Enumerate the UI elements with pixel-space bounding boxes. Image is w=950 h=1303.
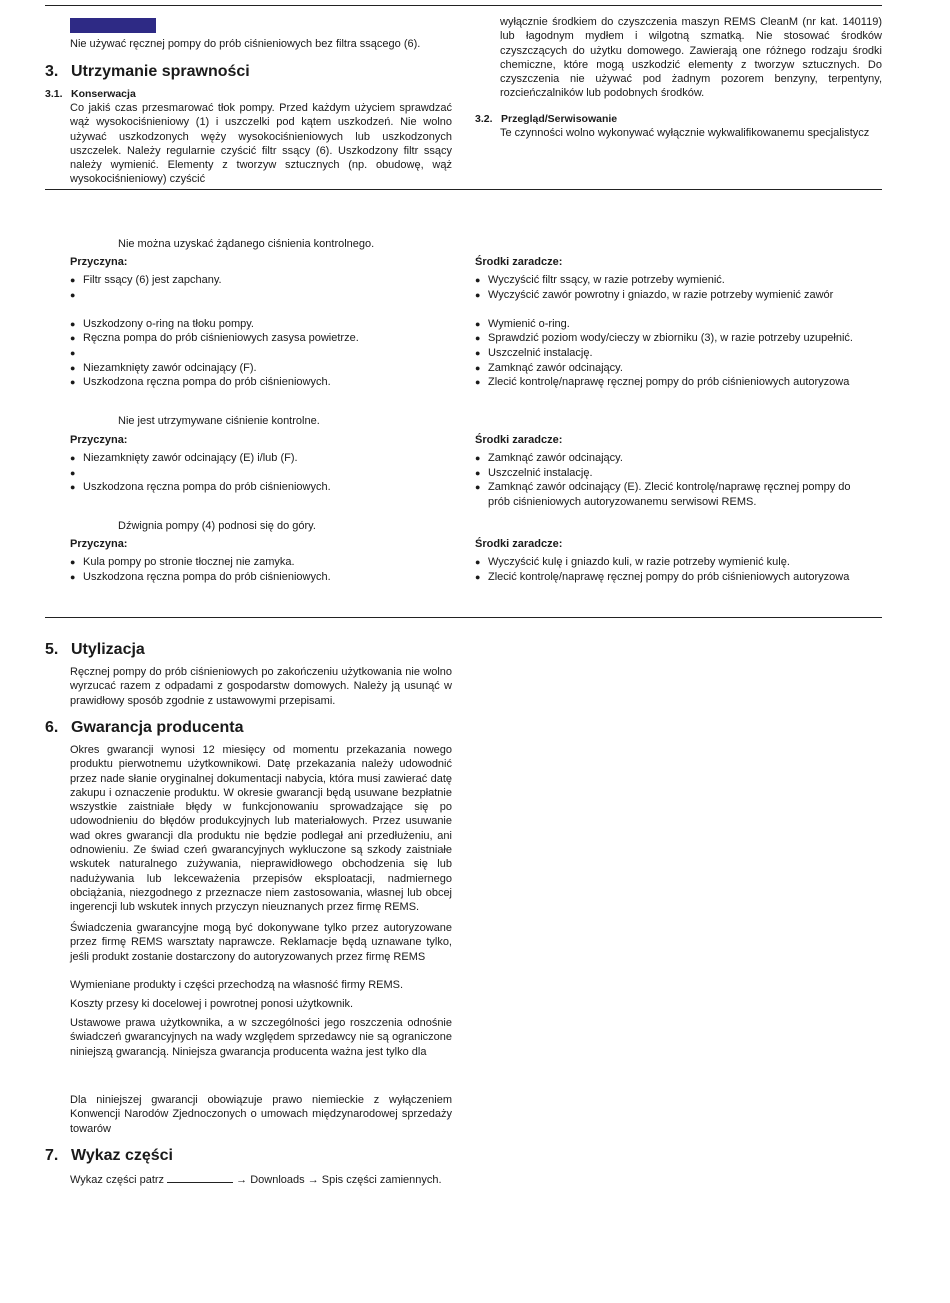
cause-list-1 [70, 273, 455, 390]
section-number: 5. [45, 641, 59, 658]
section3-heading [45, 62, 250, 82]
list-item: ● Wyczyścić filtr ssący, w razie potrzeby wymienić. [475, 273, 875, 288]
list-item: ● Zlecić kontrolę/naprawę ręcznej pompy do prób ciśnieniowych autoryzowa [475, 570, 875, 585]
list-item: ● Wyczyścić zawór powrotny i gniazdo, w razie potrzeby wymienić zawór [475, 288, 875, 303]
section-number: 6. [45, 719, 59, 736]
subsection31-heading [45, 88, 136, 101]
section-title: Utylizacja [71, 641, 145, 658]
list-item: ● Zamknąć zawór odcinający. [475, 361, 875, 376]
section-title: Gwarancja producenta [71, 719, 244, 736]
list-item: ● Sprawdzić poziom wody/cieczy w zbiorniku (3), w razie potrzeby uzupełnić. [475, 331, 875, 346]
list-item: ● Zlecić kontrolę/naprawę ręcznej pompy do prób ciśnieniowych autoryzowa [475, 375, 875, 390]
symptom-2: Nie jest utrzymywane ciśnienie kontrolne. [118, 415, 320, 427]
list-item: ● Wyczyścić kulę i gniazdo kuli, w razie potrzeby wymienić kulę. [475, 555, 875, 570]
list-item: ● Uszkodzona ręczna pompa do prób ciśnieniowych. [70, 480, 455, 495]
subsection-title: Konserwacja [71, 88, 136, 100]
list-item [70, 466, 455, 481]
list-item: ● Zamknąć zawór odcinający. [475, 451, 870, 466]
list-item: ● Kula pompy po stronie tłocznej nie zamyka. [70, 555, 455, 570]
warranty-paragraph-2: Świadczenia gwarancyjne mogą być dokonywane tylko przez autoryzowane przez firmę REMS warsztaty naprawcze. Reklamacje będą uznawane tylko, jeśli produkt zostanie dostarczony do autoryzowanych przez firmę REMS [70, 922, 452, 963]
parts-text-end: → Downloads → Spis części zamiennych. [236, 1174, 442, 1186]
warranty-paragraph-4: Koszty przesy ki docelowej i powrotnej ponosi użytkownik. [70, 998, 354, 1010]
top-rule [45, 5, 882, 6]
section-title: Utrzymanie sprawności [71, 63, 250, 80]
remedy-list-2 [475, 451, 870, 509]
cause-label-1: Przyczyna: [70, 256, 128, 268]
list-item: ● Filtr ssący (6) jest zapchany. [70, 273, 455, 288]
list-item [70, 346, 455, 361]
cause-label-2: Przyczyna: [70, 434, 128, 446]
symptom-3: Dźwignia pompy (4) podnosi się do góry. [118, 520, 316, 532]
subsection-title: Przegląd/Serwisowanie [501, 113, 618, 125]
remedy-label-2: Środki zaradcze: [475, 434, 563, 446]
disposal-text: Ręcznej pompy do prób ciśnieniowych po zakończeniu użytkowania nie wolno wyrzucać razem z odpadami z gospodarstw domowych. Należy ją usunąć w prawidłowy sposób zgodnie z ustawowymi przepisami. [70, 666, 452, 707]
parts-text-start: Wykaz części patrz [70, 1174, 165, 1186]
section6-heading [45, 718, 244, 738]
list-item: ● Niezamknięty zawór odcinający (E) i/lub (F). [70, 451, 455, 466]
parts-list-text [70, 1172, 470, 1187]
subsection-number: 3.2. [475, 113, 493, 125]
remedy-label-1: Środki zaradcze: [475, 256, 563, 268]
section7-heading [45, 1146, 173, 1166]
warning-badge [70, 18, 156, 33]
remedy-list-3 [475, 555, 875, 584]
symptom-1: Nie można uzyskać żądanego ciśnienia kontrolnego. [118, 238, 375, 250]
list-item: ● Zamknąć zawór odcinający (E). Zlecić kontrolę/naprawę ręcznej pompy do prób ciśnieniowych autoryzowanemu serwisowi REMS. [475, 480, 870, 509]
list-item: ● Uszkodzony o-ring na tłoku pompy. [70, 317, 455, 332]
link-placeholder[interactable] [167, 1172, 233, 1183]
remedy-label-3: Środki zaradcze: [475, 538, 563, 550]
list-item [70, 288, 455, 303]
service-text: Te czynności wolno wykonywać wyłącznie wykwalifikowanemu specjalistycz [500, 127, 870, 139]
troubleshooting-bottom-rule [45, 617, 882, 618]
warranty-paragraph-5: Ustawowe prawa użytkownika, a w szczególności jego roszczenia odnośnie świadczeń gwarancyjnych na wady względem sprzedawcy nie są ograniczone niniejszą gwarancją. Niniejsza gwarancja producenta ważna jest tylko dla [70, 1017, 452, 1058]
section5-heading [45, 640, 145, 660]
list-item: ● Niezamknięty zawór odcinający (F). [70, 361, 455, 376]
warranty-paragraph-1: Okres gwarancji wynosi 12 miesięcy od momentu przekazania nowego produktu pierwotnemu użytkownikowi. Datę przekazania należy udowodnić przez nade słanie oryginalnej dokumentacji nabycia, która musi zawierać datę zakupu i oznaczenie produktu. W okresie gwarancji będą usuwane bezpłatnie wszystkie zaistniałe błędy w funkcjonowaniu sprowadzające się po udowodnieniu do błędów produkcyjnych lub materiałowych. Przez usuwanie wad okres gwarancji dla produktu nie będzie podlegał ani przedłużeniu, ani odnowieniu. Ze świad czeń gwarancyjnych wykluczone są szkody zaistniałe wskutek naturalnego zużywania, nieprawidłowego obchodzenia się lub nadużywania lub lekceważenia przepisów eksploatacji, nadmiernego obciążania, niezgodnego z przeznacze niem zastosowania, własnej lub obcej ingerencji lub wskutek innych przyczyn nieuznanych przez firmę REMS. [70, 744, 452, 914]
maintenance-text: Co jakiś czas przesmarować tłok pompy. Przed każdym użyciem sprawdzać wąż wysokociśnieniowy (1) i uszczelki pod kątem uszkodzeń. Nie wolno używać uszkodzonych węży wysokociśnieniowych lub uszkodzonych uszczelek. Należy regularnie czyścić filtr ssący (6). Uszkodzony filtr ssący należy wymienić. Elementy z tworzyw sztucznych (np. obudowę, wąż wysokociśnieniowy) czyścić [70, 102, 452, 186]
list-item: ● Uszczelnić instalację. [475, 466, 870, 481]
list-item: ● Wymienić o-ring. [475, 317, 875, 332]
list-item: ● Uszkodzona ręczna pompa do prób ciśnieniowych. [70, 375, 455, 390]
cause-list-2 [70, 451, 455, 495]
section-number: 7. [45, 1147, 59, 1164]
remedy-list-1 [475, 273, 875, 390]
section3-bottom-rule [45, 189, 882, 190]
list-item: ● Uszczelnić instalację. [475, 346, 875, 361]
cause-list-3 [70, 555, 455, 584]
warranty-paragraph-6: Dla niniejszej gwarancji obowiązuje prawo niemieckie z wyłączeniem Konwencji Narodów Zjednoczonych o umowach międzynarodowej sprzedaży towarów [70, 1094, 452, 1135]
warranty-paragraph-3: Wymieniane produkty i części przechodzą na własność firmy REMS. [70, 979, 404, 991]
cause-label-3: Przyczyna: [70, 538, 128, 550]
list-item: ● Ręczna pompa do prób ciśnieniowych zasysa powietrze. [70, 331, 455, 346]
cleaning-text: wyłącznie środkiem do czyszczenia maszyn REMS CleanM (nr kat. 140119) lub łagodnym mydłem i wilgotną szmatką. Nie stosować środków czyszczących do użytku domowego. Zawierają one różnego rodzaju środki chemiczne, które mogą uszkodzić elementy z tworzyw sztucznych. Do czyszczenia nie używać pod żadnym pozorem benzyny, terpentyny, rozcieńczalników lub podobnych środków. [500, 16, 882, 100]
list-item: ● Uszkodzona ręczna pompa do prób ciśnieniowych. [70, 570, 455, 585]
subsection32-heading [475, 113, 617, 126]
section-number: 3. [45, 63, 59, 80]
subsection-number: 3.1. [45, 88, 63, 100]
warning-text: Nie używać ręcznej pompy do prób ciśnieniowych bez filtra ssącego (6). [70, 38, 421, 50]
section-title: Wykaz części [71, 1147, 173, 1164]
